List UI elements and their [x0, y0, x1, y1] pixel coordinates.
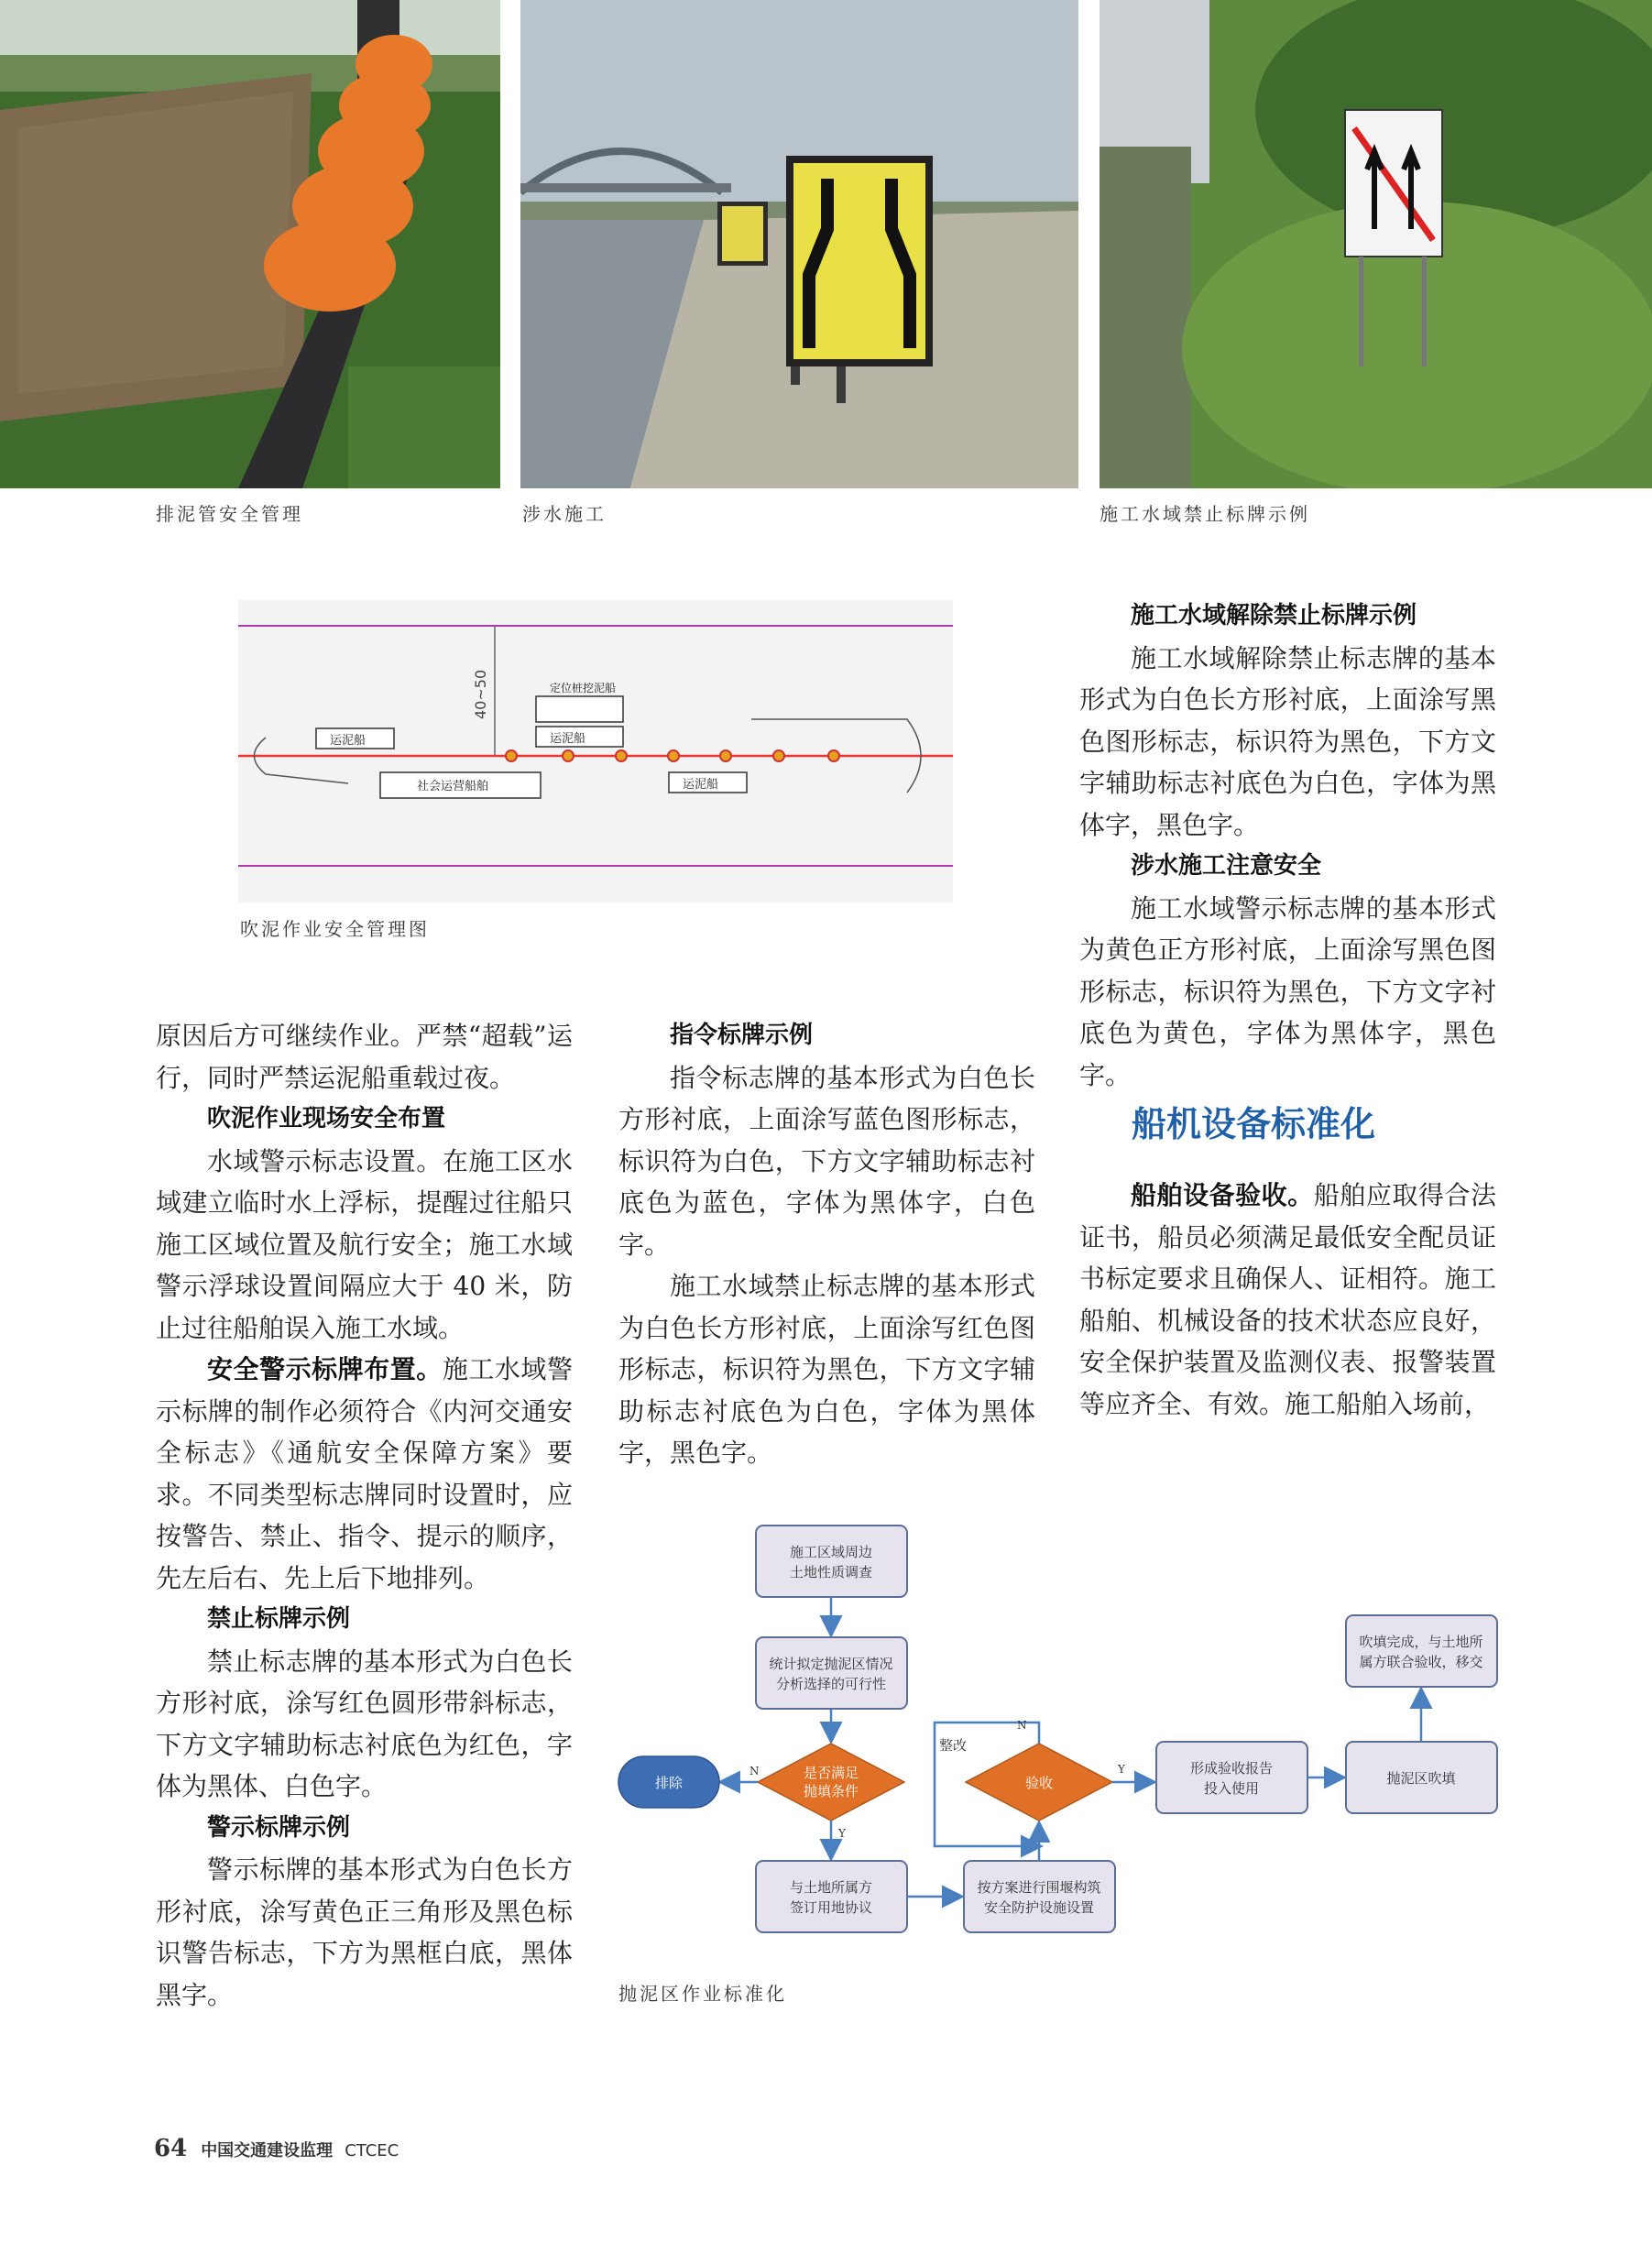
- photo-dredge-pipe: [0, 0, 500, 488]
- prohibition-sign-illustration: [1100, 0, 1652, 488]
- subheading-water-safety: 涉水施工注意安全: [1131, 852, 1322, 880]
- section-heading-equipment: 船机设备标准化: [1132, 1104, 1376, 1144]
- paragraph: [156, 1349, 573, 1599]
- lead-ship-acceptance: 船舶设备验收。: [1131, 1180, 1314, 1210]
- boat-label: 运泥船: [683, 778, 719, 792]
- flow-node-statistics: 统计拟定抛泥区情况: [769, 1656, 893, 1672]
- flow-node-survey-2: 土地性质调查: [789, 1564, 873, 1580]
- paragraph-body: 施工水域警示标牌的制作必须符合《内河交通安全标志》《通航安全保障方案》要求。不同类型标志牌同时设置时，应按警告、禁止、指令、提示的顺序，先左后右、先上后下地排列。: [156, 1354, 573, 1593]
- flow-node-agreement-2: 签订用地协议: [789, 1899, 873, 1916]
- paragraph: 警示标牌的基本形式为白色长方形衬底，涂写黄色正三角形及黑色标识警告标志，下方为黑框白底，黑体黑字。: [156, 1854, 573, 2010]
- caption-prohibition-sign: 施工水域禁止标牌示例: [1100, 503, 1310, 525]
- boat-label: 社会运营船舶: [417, 780, 489, 793]
- caption-dredge-pipe: 排泥管安全管理: [156, 503, 303, 525]
- flow-node-blowfill: 抛泥区吹填: [1386, 1770, 1456, 1787]
- subheading-instruction: 指令标牌示例: [670, 1022, 814, 1049]
- boat-label: 定位桩挖泥船: [550, 682, 617, 694]
- page-number: 64: [154, 2135, 188, 2162]
- photo-prohibition-sign: [1100, 0, 1652, 488]
- flow-label-rework: 整改: [939, 1737, 968, 1754]
- boat-label: 运泥船: [330, 734, 367, 748]
- photo-waterside-construction: [520, 0, 1078, 488]
- paragraph: 指令标志牌的基本形式为白色长方形衬底，上面涂写蓝色图形标志，标识符为白色，下方文字辅助标志衬底色为蓝色，字体为黑体字，白色字。: [618, 1062, 1035, 1260]
- dredging-safety-diagram: [238, 600, 953, 902]
- paragraph: 施工水域禁止标志牌的基本形式为白色长方形衬底，上面涂写红色图形标志，标识符为黑色，下方文字辅助标志衬底色为白色，字体为黑体字，黑色字。: [618, 1271, 1035, 1468]
- subheading-prohibition: 禁止标牌示例: [207, 1605, 351, 1633]
- subheading-blowing-layout: 吹泥作业现场安全布置: [207, 1105, 446, 1132]
- lead-warning-signs: 安全警示标牌布置。: [207, 1354, 443, 1384]
- paragraph: 水域警示标志设置。在施工区水域建立临时水上浮标，提醒过往船只施工区域位置及航行安全；施工水域警示浮球设置间隔应大于 40 米，防止过往船舶误入施工水域。: [156, 1145, 573, 1343]
- page-footer: [154, 2135, 399, 2162]
- flow-label-n2: N: [1017, 1719, 1027, 1732]
- paragraph: 原因后方可继续作业。严禁“超载”运行，同时严禁运泥船重载过夜。: [156, 1021, 573, 1093]
- paragraph: [1079, 1175, 1496, 1425]
- journal-name: 中国交通建设监理: [201, 2141, 334, 2160]
- flow-node-report: 形成验收报告: [1189, 1760, 1274, 1777]
- flow-label-y: Y: [838, 1827, 846, 1840]
- flow-node-statistics-2: 分析选择的可行性: [775, 1676, 887, 1692]
- dumping-area-flowchart: [614, 1516, 1503, 1947]
- flow-node-cofferdam: 按方案进行围堰构筑: [977, 1879, 1101, 1896]
- flow-decision-condition-2: 抛填条件: [803, 1783, 859, 1799]
- text-column-right-lower: [1079, 1175, 1496, 1425]
- flow-node-exclude: 排除: [654, 1775, 684, 1791]
- waterside-construction-illustration: [520, 0, 1078, 488]
- flow-node-cofferdam-2: 安全防护设施设置: [983, 1899, 1095, 1916]
- flow-node-report-2: 投入使用: [1203, 1780, 1260, 1797]
- text-column-right: [1079, 596, 1496, 1096]
- paragraph: 禁止标志牌的基本形式为白色长方形衬底，涂写红色圆形带斜标志，下方文字辅助标志衬底色为红色，字体为黑体、白色字。: [156, 1646, 573, 1801]
- flow-decision-acceptance: 验收: [1024, 1775, 1054, 1791]
- flow-node-handover: 吹填完成，与土地所: [1359, 1634, 1483, 1650]
- journal-abbr: CTCEC: [345, 2141, 399, 2160]
- paragraph: 施工水域警示标志牌的基本形式为黄色正方形衬底，上面涂写黑色图形标志，标识符为黑色，下方文字衬底色为黄色，字体为黑体字，黑色字。: [1079, 892, 1496, 1090]
- caption-dredging-diagram: 吹泥作业安全管理图: [240, 918, 430, 940]
- flow-label-y2: Y: [1118, 1763, 1125, 1776]
- flow-node-agreement: 与土地所属方: [789, 1879, 873, 1896]
- flow-node-survey: 施工区域周边: [789, 1544, 873, 1560]
- text-column-middle: [618, 1015, 1035, 1474]
- paragraph-body: 船舶应取得合法证书，船员必须满足最低安全配员证书标定要求且确保人、证相符。施工船舶、机械设备的技术状态应良好，安全保护装置及监测仪表、报警装置等应齐全、有效。施工船舶入场前，: [1079, 1180, 1496, 1419]
- flow-node-handover-2: 属方联合验收，移交: [1359, 1654, 1483, 1670]
- subheading-lift-prohibition: 施工水域解除禁止标牌示例: [1131, 602, 1417, 629]
- dim-label: 40~50: [472, 669, 489, 719]
- caption-flowchart: 抛泥区作业标准化: [618, 1983, 787, 2005]
- flow-label-n: N: [749, 1765, 760, 1777]
- subheading-warning: 警示标牌示例: [207, 1813, 351, 1842]
- paragraph: 施工水域解除禁止标志牌的基本形式为白色长方形衬底，上面涂写黑色图形标志，标识符为黑色，下方文字辅助标志衬底色为白色，字体为黑体字，黑色字。: [1079, 642, 1496, 840]
- boat-label: 运泥船: [550, 732, 586, 746]
- caption-waterside-construction: 涉水施工: [522, 503, 607, 525]
- flow-decision-condition: 是否满足: [803, 1765, 859, 1781]
- dredge-pipe-illustration: [0, 0, 500, 488]
- text-column-left: [156, 1015, 573, 2016]
